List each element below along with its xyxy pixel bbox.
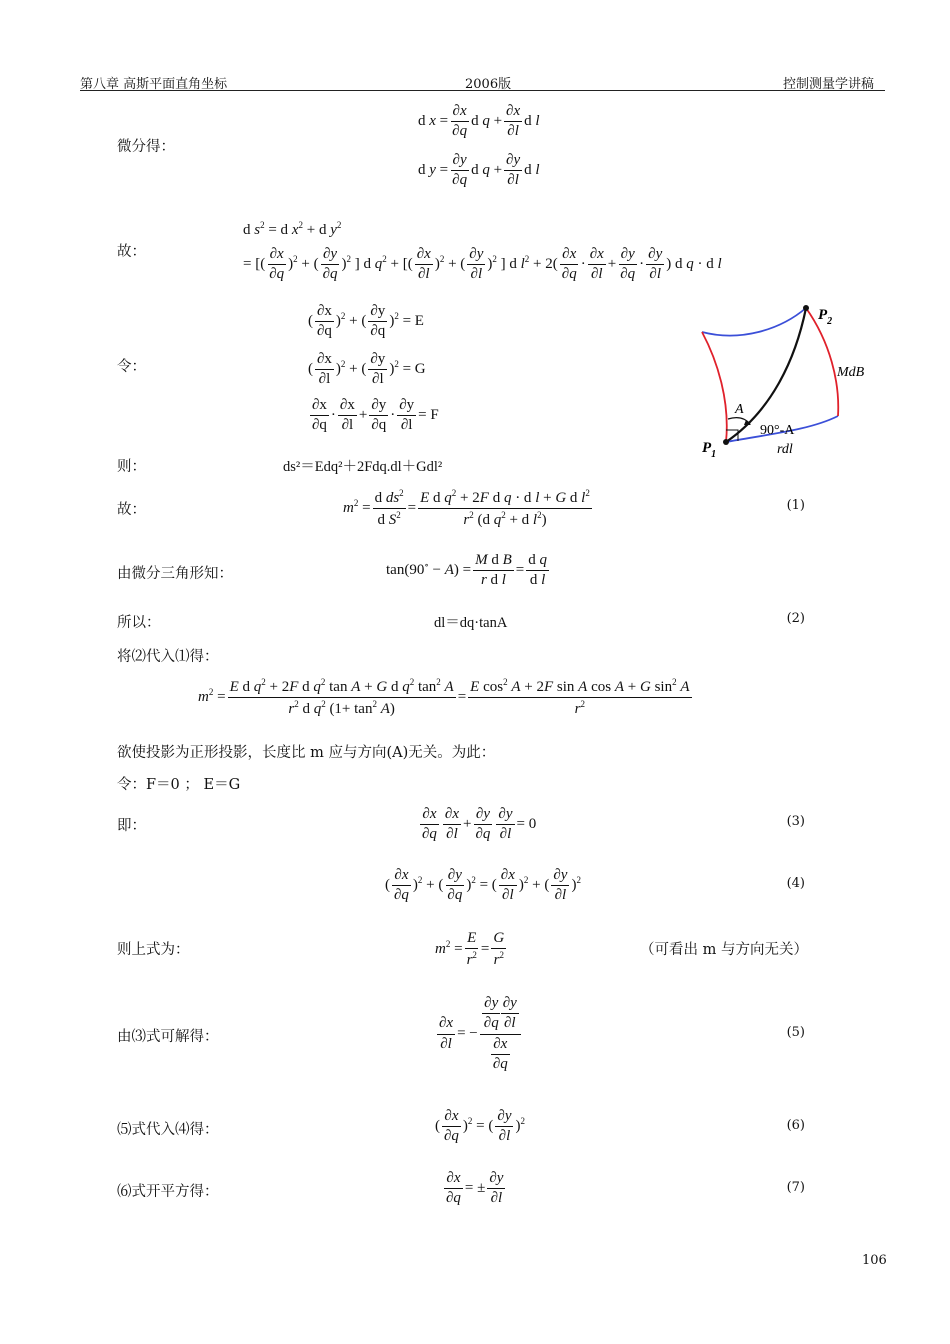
label-ling-1: 令： — [117, 359, 146, 375]
eq-m2: $m^2$ = $\frac{d ds^2}{d S^2}$ = $\frac{E d q^2 + 2F d q \cdot d l + G d l^2}{r^2 (d q^2 + d l^2)}$ — [343, 488, 590, 529]
label-yushi: 欲使投影为正形投影，长度比 m 应与方向(A)无关。为此： — [117, 745, 496, 761]
label-ji: 即： — [117, 818, 146, 834]
label-weifen: 微分得： — [117, 139, 175, 155]
eq-E-def: ( $\frac{\partial x}{\partial q}$ )$^2$ + ( $\frac{\partial y}{\partial q}$ )$^2$ = E — [308, 303, 424, 340]
label-gu-2: 故： — [117, 502, 146, 518]
header-chapter: 第八章 高斯平面直角坐标 — [80, 77, 228, 92]
top-edge-curve — [702, 308, 806, 336]
left-edge-curve — [702, 332, 727, 442]
eq-dl: dl＝dq·tanA — [434, 615, 508, 631]
eq-number-4: (4) — [786, 876, 805, 891]
label-p1: $P_1$ — [702, 440, 717, 460]
label-suoyi: 所以： — [117, 615, 161, 631]
label-rdl: rdl — [777, 442, 793, 457]
label-angle-a: A — [735, 402, 744, 417]
geodesic-curve — [726, 308, 806, 442]
eq-number-7: (7) — [786, 1180, 805, 1195]
header-course: 控制测量学讲稿 — [783, 77, 875, 92]
label-gu-1: 故： — [117, 244, 146, 260]
eq-ds2-expanded: = [( $\frac{\partial x}{\partial q}$ )$^2$ + ( $\frac{\partial y}{\partial q}$ )$^2$ ] d $q^2$ + [( $\frac{\partial x}{\partial l}$ )$^2$ + ( $\frac{\partial y}{\partial l}$ )$^2$ ] d $l^2 + 2$( $\frac{\partial x}{\partial q}$ · $\frac{\partial x}{\partial l}$ + $\frac{\partial y}{\partial q}$ · $\frac{\partial y}{\partial l}$ ) d q · d l — [243, 246, 722, 283]
label-complement-angle: 90°-A — [760, 423, 795, 438]
header-rule — [80, 90, 885, 91]
eq-G-def: ( $\frac{\partial x}{\partial l}$ )$^2$ + ( $\frac{\partial y}{\partial l}$ )$^2$ = G — [308, 351, 426, 388]
label-shi-5: ⑸式代入⑷得： — [117, 1122, 219, 1138]
label-zeshangshi: 则上式为： — [117, 942, 190, 958]
eq-dx: d x = $\frac{\partial x}{\partial q}$ d q + $\frac{\partial x}{\partial l}$ d l — [418, 103, 540, 140]
header-edition: 2006版 — [465, 77, 512, 92]
eq-5: $\frac{\partial x}{\partial l}$ = − $\frac{\partial y}{\partial q}$ $\frac{\partial y}{\partial l}$ $\frac{\partial x}{\partial q}$ — [435, 995, 523, 1073]
eq-m2-substituted: $m^2$ = $\frac{E d q^2 + 2F d q^2 \tan A + G d q^2 \tan^2 A}{r^2 d q^2 (1+ \tan^2 A)}$ = $\frac{E \cos^2 A + 2F \sin A \cos A + G \sin^2 A}{r^2}$ — [198, 677, 690, 718]
label-you-weifen: 由微分三角形知： — [117, 566, 233, 582]
eq-4: ( $\frac{\partial x}{\partial q}$ )$^2$ + ( $\frac{\partial y}{\partial q}$ )$^2$ = ( $\frac{\partial x}{\partial l}$ )$^2$ + ( $\frac{\partial y}{\partial l}$ )$^2$ — [385, 867, 581, 904]
eq-3: $\frac{\partial x}{\partial q}$ $\frac{\partial x}{\partial l}$ + $\frac{\partial y}{\partial q}$ $\frac{\partial y}{\partial l}$ = 0 — [422, 806, 537, 843]
label-you-3: 由⑶式可解得： — [117, 1029, 219, 1045]
label-mdb: MdB — [837, 365, 865, 380]
eq-F-def: $\frac{\partial x}{\partial q}$ · $\frac{\partial x}{\partial l}$ + $\frac{\partial y}{\partial q}$ · $\frac{\partial y}{\partial l}$ = F — [312, 397, 439, 434]
eq-number-2: (2) — [786, 611, 805, 626]
label-direction-note: （可看出 m 与方向无关） — [640, 942, 808, 958]
page-number: 106 — [862, 1253, 887, 1268]
differential-triangle-figure — [690, 302, 880, 462]
eq-6: ( $\frac{\partial x}{\partial q}$ )$^2$ = ( $\frac{\partial y}{\partial l}$ )$^2$ — [435, 1108, 525, 1145]
right-edge-curve — [806, 308, 838, 416]
label-ling-2: 令：F＝0 ； E＝G — [117, 777, 241, 793]
eq-number-5: (5) — [786, 1025, 805, 1040]
eq-ds2: d $s^2 = d$ $x^2 + d$ $y^2$ — [243, 220, 342, 238]
eq-number-3: (3) — [786, 814, 805, 829]
eq-dy: d y = $\frac{\partial y}{\partial q}$ d q + $\frac{\partial y}{\partial l}$ d l — [418, 152, 540, 189]
eq-m2-simplified: $m^2$ = $\frac{E}{r^2}$ = $\frac{G}{r^2}$ — [435, 930, 505, 969]
eq-tan: tan(90∘ − A) = $\frac{\text{M d B}}{\text{r d l}}$ = $\frac{\text{d q}}{\text{d l}}$ — [386, 552, 547, 589]
label-ze: 则： — [117, 459, 146, 475]
eq-ds2-efg: ds²＝Edq²＋2Fdq.dl＋Gdl² — [283, 459, 443, 475]
label-shi-6: ⑹式开平方得： — [117, 1184, 219, 1200]
label-jiang: 将⑵代入⑴得： — [117, 649, 219, 665]
point-p1 — [723, 439, 729, 445]
eq-number-1: (1) — [786, 498, 805, 513]
point-p2 — [803, 305, 809, 311]
eq-7: $\frac{\partial x}{\partial q}$ = ± $\frac{\partial y}{\partial l}$ — [446, 1170, 504, 1207]
eq-number-6: (6) — [786, 1118, 805, 1133]
label-p2: $P_2$ — [818, 307, 833, 327]
